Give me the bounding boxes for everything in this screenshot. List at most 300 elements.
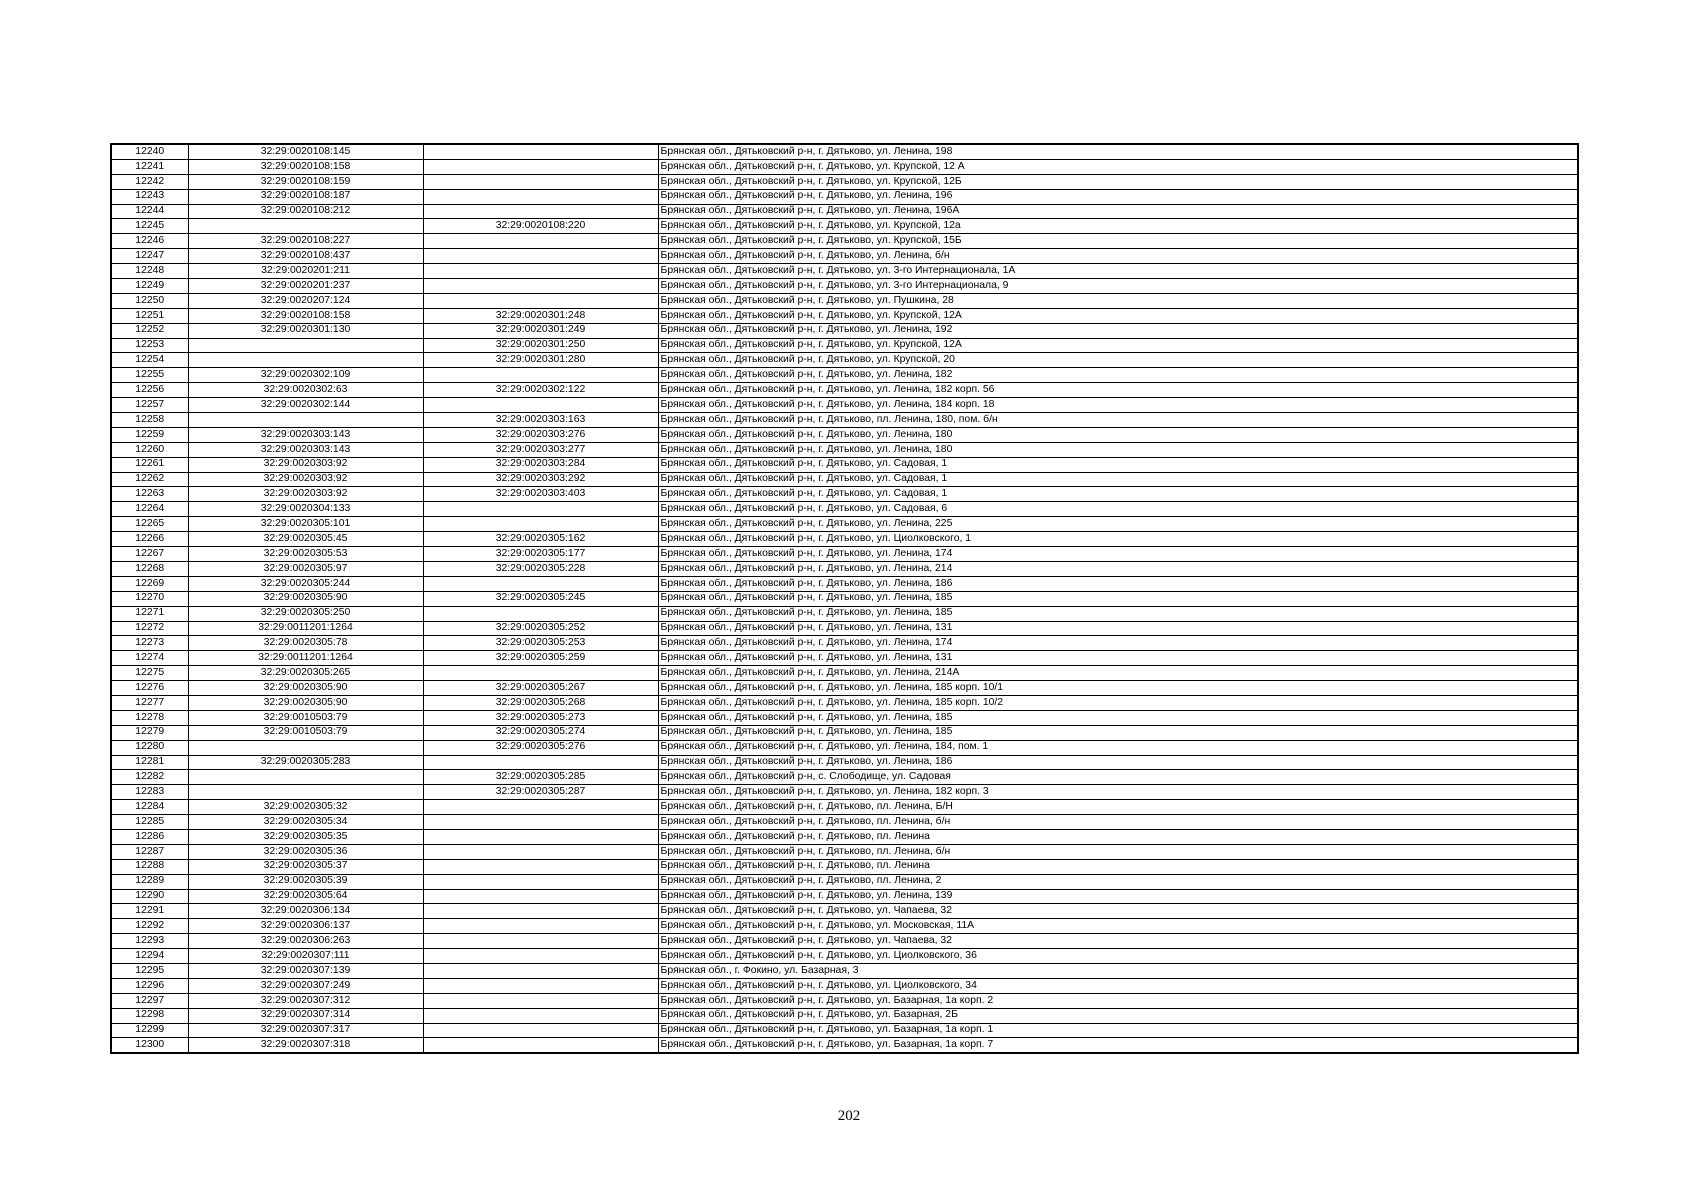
- row-number-cell: 12243: [111, 189, 188, 204]
- table-row: [111, 353, 1578, 368]
- table-row: [111, 368, 1578, 383]
- address-cell: Брянская обл., Дятьковский р-н, г. Дятьково, ул. Ленина, 185: [658, 591, 1578, 606]
- related-cadastral-number-cell: [423, 815, 658, 830]
- row-number-cell: 12265: [111, 517, 188, 532]
- related-cadastral-number-cell: 32:29:0020301:248: [423, 308, 658, 323]
- cadastral-number-cell: 32:29:0020307:314: [188, 1008, 423, 1023]
- related-cadastral-number-cell: [423, 844, 658, 859]
- table-row: [111, 725, 1578, 740]
- address-cell: Брянская обл., Дятьковский р-н, г. Дятьково, пл. Ленина, б/н: [658, 815, 1578, 830]
- cadastral-number-cell: 32:29:0020108:437: [188, 249, 423, 264]
- related-cadastral-number-cell: [423, 919, 658, 934]
- address-cell: Брянская обл., Дятьковский р-н, г. Дятьково, ул. Ленина, 185: [658, 725, 1578, 740]
- table-body: [111, 144, 1578, 1053]
- related-cadastral-number-cell: [423, 1023, 658, 1038]
- table-row: [111, 159, 1578, 174]
- cadastral-number-cell: 32:29:0020304:133: [188, 502, 423, 517]
- address-cell: Брянская обл., Дятьковский р-н, г. Дятьково, ул. Циолковского, 36: [658, 949, 1578, 964]
- table-row: [111, 695, 1578, 710]
- table-row: [111, 919, 1578, 934]
- related-cadastral-number-cell: [423, 874, 658, 889]
- table-row: [111, 427, 1578, 442]
- cadastral-number-cell: [188, 219, 423, 234]
- table-row: [111, 755, 1578, 770]
- related-cadastral-number-cell: 32:29:0020303:163: [423, 413, 658, 428]
- related-cadastral-number-cell: [423, 174, 658, 189]
- table-row: [111, 710, 1578, 725]
- address-cell: Брянская обл., Дятьковский р-н, г. Дятьково, ул. Ленина, 214: [658, 561, 1578, 576]
- cadastral-number-cell: 32:29:0020207:124: [188, 293, 423, 308]
- address-cell: Брянская обл., Дятьковский р-н, г. Дятьково, ул. Ленина, 198: [658, 144, 1578, 159]
- address-cell: Брянская обл., Дятьковский р-н, г. Дятьково, ул. Крупской, 12 А: [658, 159, 1578, 174]
- related-cadastral-number-cell: 32:29:0020305:276: [423, 740, 658, 755]
- row-number-cell: 12261: [111, 457, 188, 472]
- cadastral-number-cell: 32:29:0020305:101: [188, 517, 423, 532]
- table-row: [111, 576, 1578, 591]
- row-number-cell: 12275: [111, 666, 188, 681]
- related-cadastral-number-cell: 32:29:0020305:274: [423, 725, 658, 740]
- row-number-cell: 12277: [111, 695, 188, 710]
- address-cell: Брянская обл., Дятьковский р-н, г. Дятьково, ул. Ленина, 180: [658, 442, 1578, 457]
- row-number-cell: 12247: [111, 249, 188, 264]
- related-cadastral-number-cell: 32:29:0020305:253: [423, 636, 658, 651]
- cadastral-number-cell: 32:29:0020201:211: [188, 264, 423, 279]
- related-cadastral-number-cell: [423, 800, 658, 815]
- row-number-cell: 12272: [111, 621, 188, 636]
- row-number-cell: 12244: [111, 204, 188, 219]
- cadastral-number-cell: 32:29:0020303:92: [188, 457, 423, 472]
- cadastral-number-cell: 32:29:0020307:139: [188, 963, 423, 978]
- related-cadastral-number-cell: [423, 934, 658, 949]
- row-number-cell: 12290: [111, 889, 188, 904]
- related-cadastral-number-cell: [423, 144, 658, 159]
- cadastral-number-cell: 32:29:0020108:159: [188, 174, 423, 189]
- address-cell: Брянская обл., Дятьковский р-н, г. Дятьково, ул. Циолковского, 34: [658, 978, 1578, 993]
- cadastral-number-cell: 32:29:0020306:137: [188, 919, 423, 934]
- row-number-cell: 12295: [111, 963, 188, 978]
- address-cell: Брянская обл., Дятьковский р-н, г. Дятьково, ул. Базарная, 1а корп. 1: [658, 1023, 1578, 1038]
- row-number-cell: 12250: [111, 293, 188, 308]
- address-cell: Брянская обл., Дятьковский р-н, г. Дятьково, ул. Базарная, 1а корп. 7: [658, 1038, 1578, 1053]
- related-cadastral-number-cell: [423, 963, 658, 978]
- cadastral-number-cell: 32:29:0020301:130: [188, 323, 423, 338]
- related-cadastral-number-cell: 32:29:0020305:273: [423, 710, 658, 725]
- cadastral-table: [110, 143, 1579, 1054]
- cadastral-number-cell: 32:29:0020305:265: [188, 666, 423, 681]
- address-cell: Брянская обл., Дятьковский р-н, г. Дятьково, ул. Ленина, 131: [658, 621, 1578, 636]
- related-cadastral-number-cell: 32:29:0020305:252: [423, 621, 658, 636]
- related-cadastral-number-cell: [423, 234, 658, 249]
- related-cadastral-number-cell: [423, 249, 658, 264]
- cadastral-number-cell: 32:29:0020303:92: [188, 472, 423, 487]
- related-cadastral-number-cell: 32:29:0020303:276: [423, 427, 658, 442]
- related-cadastral-number-cell: [423, 502, 658, 517]
- address-cell: Брянская обл., Дятьковский р-н, г. Дятьково, ул. Ленина, 174: [658, 636, 1578, 651]
- row-number-cell: 12293: [111, 934, 188, 949]
- related-cadastral-number-cell: [423, 755, 658, 770]
- address-cell: Брянская обл., Дятьковский р-н, г. Дятьково, ул. Садовая, 1: [658, 457, 1578, 472]
- address-cell: Брянская обл., Дятьковский р-н, г. Дятьково, ул. Ленина, 214А: [658, 666, 1578, 681]
- address-cell: Брянская обл., Дятьковский р-н, г. Дятьково, ул. Пушкина, 28: [658, 293, 1578, 308]
- related-cadastral-number-cell: [423, 889, 658, 904]
- table-row: [111, 740, 1578, 755]
- row-number-cell: 12240: [111, 144, 188, 159]
- cadastral-number-cell: 32:29:0020108:187: [188, 189, 423, 204]
- related-cadastral-number-cell: [423, 576, 658, 591]
- address-cell: Брянская обл., Дятьковский р-н, г. Дятьково, ул. Ленина, 186: [658, 755, 1578, 770]
- address-cell: Брянская обл., Дятьковский р-н, г. Дятьково, ул. Ленина, 182: [658, 368, 1578, 383]
- related-cadastral-number-cell: 32:29:0020305:267: [423, 681, 658, 696]
- address-cell: Брянская обл., Дятьковский р-н, г. Дятьково, ул. Крупской, 12А: [658, 338, 1578, 353]
- table-row: [111, 1008, 1578, 1023]
- address-cell: Брянская обл., Дятьковский р-н, г. Дятьково, ул. Ленина, 174: [658, 547, 1578, 562]
- table-row: [111, 383, 1578, 398]
- table-row: [111, 621, 1578, 636]
- row-number-cell: 12296: [111, 978, 188, 993]
- address-cell: Брянская обл., Дятьковский р-н, г. Дятьково, ул. Ленина, 184 корп. 18: [658, 398, 1578, 413]
- cadastral-number-cell: 32:29:0020307:111: [188, 949, 423, 964]
- table-row: [111, 293, 1578, 308]
- address-cell: Брянская обл., Дятьковский р-н, г. Дятьково, ул. Ленина, 186: [658, 576, 1578, 591]
- address-cell: Брянская обл., Дятьковский р-н, г. Дятьково, пл. Ленина: [658, 829, 1578, 844]
- row-number-cell: 12253: [111, 338, 188, 353]
- row-number-cell: 12257: [111, 398, 188, 413]
- related-cadastral-number-cell: [423, 1038, 658, 1053]
- table-row: [111, 487, 1578, 502]
- related-cadastral-number-cell: 32:29:0020108:220: [423, 219, 658, 234]
- related-cadastral-number-cell: [423, 859, 658, 874]
- related-cadastral-number-cell: 32:29:0020305:268: [423, 695, 658, 710]
- table-row: [111, 264, 1578, 279]
- table-row: [111, 785, 1578, 800]
- table-row: [111, 1023, 1578, 1038]
- cadastral-number-cell: 32:29:0020303:92: [188, 487, 423, 502]
- address-cell: Брянская обл., Дятьковский р-н, г. Дятьково, ул. Московская, 11А: [658, 919, 1578, 934]
- table-row: [111, 874, 1578, 889]
- address-cell: Брянская обл., Дятьковский р-н, г. Дятьково, ул. Крупской, 12Б: [658, 174, 1578, 189]
- table-row: [111, 889, 1578, 904]
- related-cadastral-number-cell: [423, 293, 658, 308]
- row-number-cell: 12294: [111, 949, 188, 964]
- cadastral-number-cell: 32:29:0020108:158: [188, 159, 423, 174]
- row-number-cell: 12256: [111, 383, 188, 398]
- cadastral-number-cell: 32:29:0020108:227: [188, 234, 423, 249]
- related-cadastral-number-cell: [423, 666, 658, 681]
- related-cadastral-number-cell: 32:29:0020301:250: [423, 338, 658, 353]
- table-row: [111, 859, 1578, 874]
- related-cadastral-number-cell: [423, 829, 658, 844]
- cadastral-number-cell: 32:29:0020303:143: [188, 442, 423, 457]
- row-number-cell: 12242: [111, 174, 188, 189]
- row-number-cell: 12280: [111, 740, 188, 755]
- related-cadastral-number-cell: 32:29:0020303:284: [423, 457, 658, 472]
- row-number-cell: 12263: [111, 487, 188, 502]
- row-number-cell: 12258: [111, 413, 188, 428]
- address-cell: Брянская обл., Дятьковский р-н, г. Дятьково, ул. Ленина, 185 корп. 10/2: [658, 695, 1578, 710]
- cadastral-number-cell: 32:29:0020305:34: [188, 815, 423, 830]
- address-cell: Брянская обл., Дятьковский р-н, г. Дятьково, пл. Ленина, 180, пом. б/н: [658, 413, 1578, 428]
- cadastral-number-cell: 32:29:0020307:312: [188, 993, 423, 1008]
- table-row: [111, 815, 1578, 830]
- page-number: 202: [837, 1108, 861, 1124]
- row-number-cell: 12262: [111, 472, 188, 487]
- related-cadastral-number-cell: [423, 949, 658, 964]
- address-cell: Брянская обл., Дятьковский р-н, г. Дятьково, ул. Крупской, 20: [658, 353, 1578, 368]
- address-cell: Брянская обл., Дятьковский р-н, г. Дятьково, ул. Садовая, 1: [658, 472, 1578, 487]
- related-cadastral-number-cell: 32:29:0020301:280: [423, 353, 658, 368]
- row-number-cell: 12245: [111, 219, 188, 234]
- cadastral-number-cell: 32:29:0020305:90: [188, 681, 423, 696]
- table-row: [111, 398, 1578, 413]
- table-row: [111, 323, 1578, 338]
- row-number-cell: 12274: [111, 651, 188, 666]
- address-cell: Брянская обл., Дятьковский р-н, г. Дятьково, ул. Ленина, 192: [658, 323, 1578, 338]
- table-row: [111, 993, 1578, 1008]
- table-row: [111, 934, 1578, 949]
- row-number-cell: 12285: [111, 815, 188, 830]
- address-cell: Брянская обл., Дятьковский р-н, г. Дятьково, ул. Крупской, 15Б: [658, 234, 1578, 249]
- table-row: [111, 651, 1578, 666]
- cadastral-number-cell: 32:29:0020305:35: [188, 829, 423, 844]
- row-number-cell: 12267: [111, 547, 188, 562]
- row-number-cell: 12279: [111, 725, 188, 740]
- cadastral-number-cell: 32:29:0020307:317: [188, 1023, 423, 1038]
- table-row: [111, 636, 1578, 651]
- row-number-cell: 12249: [111, 279, 188, 294]
- row-number-cell: 12283: [111, 785, 188, 800]
- table-row: [111, 338, 1578, 353]
- cadastral-number-cell: 32:29:0020305:37: [188, 859, 423, 874]
- address-cell: Брянская обл., Дятьковский р-н, г. Дятьково, ул. Чапаева, 32: [658, 904, 1578, 919]
- address-cell: Брянская обл., Дятьковский р-н, г. Дятьково, ул. Чапаева, 32: [658, 934, 1578, 949]
- cadastral-number-cell: 32:29:0011201:1264: [188, 621, 423, 636]
- row-number-cell: 12300: [111, 1038, 188, 1053]
- cadastral-number-cell: 32:29:0020108:158: [188, 308, 423, 323]
- address-cell: Брянская обл., Дятьковский р-н, г. Дятьково, ул. 3-го Интернационала, 1А: [658, 264, 1578, 279]
- address-cell: Брянская обл., Дятьковский р-н, г. Дятьково, пл. Ленина, Б/Н: [658, 800, 1578, 815]
- row-number-cell: 12259: [111, 427, 188, 442]
- row-number-cell: 12282: [111, 770, 188, 785]
- row-number-cell: 12251: [111, 308, 188, 323]
- table-row: [111, 532, 1578, 547]
- row-number-cell: 12288: [111, 859, 188, 874]
- cadastral-number-cell: 32:29:0010503:79: [188, 725, 423, 740]
- table-row: [111, 204, 1578, 219]
- cadastral-number-cell: 32:29:0020302:144: [188, 398, 423, 413]
- address-cell: Брянская обл., г. Фокино, ул. Базарная, 3: [658, 963, 1578, 978]
- table-row: [111, 591, 1578, 606]
- table-row: [111, 949, 1578, 964]
- table-row: [111, 666, 1578, 681]
- table-row: [111, 978, 1578, 993]
- cadastral-number-cell: 32:29:0020305:78: [188, 636, 423, 651]
- cadastral-number-cell: 32:29:0020305:244: [188, 576, 423, 591]
- address-cell: Брянская обл., Дятьковский р-н, г. Дятьково, ул. Ленина, 185: [658, 606, 1578, 621]
- address-cell: Брянская обл., Дятьковский р-н, г. Дятьково, ул. Крупской, 12а: [658, 219, 1578, 234]
- table-row: [111, 963, 1578, 978]
- address-cell: Брянская обл., Дятьковский р-н, г. Дятьково, ул. Ленина, 131: [658, 651, 1578, 666]
- cadastral-number-cell: 32:29:0020305:250: [188, 606, 423, 621]
- related-cadastral-number-cell: 32:29:0020305:162: [423, 532, 658, 547]
- row-number-cell: 12271: [111, 606, 188, 621]
- row-number-cell: 12286: [111, 829, 188, 844]
- table-row: [111, 829, 1578, 844]
- row-number-cell: 12273: [111, 636, 188, 651]
- related-cadastral-number-cell: 32:29:0020303:403: [423, 487, 658, 502]
- row-number-cell: 12254: [111, 353, 188, 368]
- table-row: [111, 144, 1578, 159]
- table-row: [111, 189, 1578, 204]
- cadastral-number-cell: [188, 740, 423, 755]
- address-cell: Брянская обл., Дятьковский р-н, г. Дятьково, ул. 3-го Интернационала, 9: [658, 279, 1578, 294]
- table-row: [111, 413, 1578, 428]
- address-cell: Брянская обл., Дятьковский р-н, г. Дятьково, ул. Ленина, 225: [658, 517, 1578, 532]
- address-cell: Брянская обл., Дятьковский р-н, г. Дятьково, пл. Ленина, б/н: [658, 844, 1578, 859]
- address-cell: Брянская обл., Дятьковский р-н, г. Дятьково, ул. Базарная, 1а корп. 2: [658, 993, 1578, 1008]
- table-row: [111, 904, 1578, 919]
- cadastral-number-cell: 32:29:0011201:1264: [188, 651, 423, 666]
- address-cell: Брянская обл., Дятьковский р-н, г. Дятьково, ул. Садовая, 1: [658, 487, 1578, 502]
- table-row: [111, 472, 1578, 487]
- related-cadastral-number-cell: 32:29:0020305:177: [423, 547, 658, 562]
- related-cadastral-number-cell: 32:29:0020301:249: [423, 323, 658, 338]
- table-row: [111, 219, 1578, 234]
- cadastral-number-cell: 32:29:0020305:36: [188, 844, 423, 859]
- row-number-cell: 12252: [111, 323, 188, 338]
- row-number-cell: 12278: [111, 710, 188, 725]
- related-cadastral-number-cell: [423, 993, 658, 1008]
- related-cadastral-number-cell: 32:29:0020302:122: [423, 383, 658, 398]
- address-cell: Брянская обл., Дятьковский р-н, г. Дятьково, ул. Ленина, 185 корп. 10/1: [658, 681, 1578, 696]
- row-number-cell: 12270: [111, 591, 188, 606]
- row-number-cell: 12246: [111, 234, 188, 249]
- related-cadastral-number-cell: 32:29:0020303:277: [423, 442, 658, 457]
- address-cell: Брянская обл., Дятьковский р-н, г. Дятьково, ул. Ленина, 196: [658, 189, 1578, 204]
- table-row: [111, 279, 1578, 294]
- cadastral-number-cell: 32:29:0020305:45: [188, 532, 423, 547]
- address-cell: Брянская обл., Дятьковский р-н, г. Дятьково, ул. Ленина, 180: [658, 427, 1578, 442]
- cadastral-number-cell: 32:29:0020305:283: [188, 755, 423, 770]
- address-cell: Брянская обл., Дятьковский р-н, с. Слободище, ул. Садовая: [658, 770, 1578, 785]
- row-number-cell: 12266: [111, 532, 188, 547]
- address-cell: Брянская обл., Дятьковский р-н, г. Дятьково, ул. Крупской, 12А: [658, 308, 1578, 323]
- cadastral-number-cell: 32:29:0020108:212: [188, 204, 423, 219]
- related-cadastral-number-cell: [423, 398, 658, 413]
- cadastral-number-cell: 32:29:0020305:32: [188, 800, 423, 815]
- row-number-cell: 12297: [111, 993, 188, 1008]
- table-row: [111, 800, 1578, 815]
- row-number-cell: 12298: [111, 1008, 188, 1023]
- table-row: [111, 547, 1578, 562]
- related-cadastral-number-cell: [423, 204, 658, 219]
- address-cell: Брянская обл., Дятьковский р-н, г. Дятьково, ул. Ленина, 182 корп. 56: [658, 383, 1578, 398]
- table-row: [111, 442, 1578, 457]
- related-cadastral-number-cell: 32:29:0020305:285: [423, 770, 658, 785]
- related-cadastral-number-cell: 32:29:0020305:259: [423, 651, 658, 666]
- table-row: [111, 457, 1578, 472]
- cadastral-number-cell: 32:29:0020305:90: [188, 695, 423, 710]
- row-number-cell: 12281: [111, 755, 188, 770]
- related-cadastral-number-cell: [423, 978, 658, 993]
- related-cadastral-number-cell: 32:29:0020305:228: [423, 561, 658, 576]
- address-cell: Брянская обл., Дятьковский р-н, г. Дятьково, ул. Базарная, 2Б: [658, 1008, 1578, 1023]
- row-number-cell: 12248: [111, 264, 188, 279]
- table-row: [111, 606, 1578, 621]
- cadastral-number-cell: [188, 413, 423, 428]
- cadastral-number-cell: 32:29:0020305:64: [188, 889, 423, 904]
- related-cadastral-number-cell: [423, 279, 658, 294]
- cadastral-number-cell: [188, 338, 423, 353]
- row-number-cell: 12291: [111, 904, 188, 919]
- table-row: [111, 561, 1578, 576]
- related-cadastral-number-cell: [423, 904, 658, 919]
- address-cell: Брянская обл., Дятьковский р-н, г. Дятьково, ул. Ленина, 182 корп. 3: [658, 785, 1578, 800]
- row-number-cell: 12269: [111, 576, 188, 591]
- address-cell: Брянская обл., Дятьковский р-н, г. Дятьково, пл. Ленина, 2: [658, 874, 1578, 889]
- table-row: [111, 502, 1578, 517]
- address-cell: Брянская обл., Дятьковский р-н, г. Дятьково, ул. Ленина, 139: [658, 889, 1578, 904]
- table-row: [111, 249, 1578, 264]
- table-row: [111, 844, 1578, 859]
- related-cadastral-number-cell: [423, 368, 658, 383]
- address-cell: Брянская обл., Дятьковский р-н, г. Дятьково, пл. Ленина: [658, 859, 1578, 874]
- row-number-cell: 12255: [111, 368, 188, 383]
- cadastral-number-cell: 32:29:0020307:318: [188, 1038, 423, 1053]
- related-cadastral-number-cell: [423, 606, 658, 621]
- cadastral-number-cell: 32:29:0020305:53: [188, 547, 423, 562]
- cadastral-number-cell: [188, 785, 423, 800]
- related-cadastral-number-cell: 32:29:0020305:287: [423, 785, 658, 800]
- address-cell: Брянская обл., Дятьковский р-н, г. Дятьково, ул. Ленина, б/н: [658, 249, 1578, 264]
- row-number-cell: 12276: [111, 681, 188, 696]
- address-cell: Брянская обл., Дятьковский р-н, г. Дятьково, ул. Садовая, 6: [658, 502, 1578, 517]
- related-cadastral-number-cell: [423, 159, 658, 174]
- cadastral-number-cell: 32:29:0020302:109: [188, 368, 423, 383]
- table-row: [111, 1038, 1578, 1053]
- cadastral-number-cell: 32:29:0020303:143: [188, 427, 423, 442]
- cadastral-number-cell: 32:29:0020201:237: [188, 279, 423, 294]
- related-cadastral-number-cell: [423, 517, 658, 532]
- table-row: [111, 517, 1578, 532]
- cadastral-number-cell: [188, 353, 423, 368]
- related-cadastral-number-cell: [423, 1008, 658, 1023]
- cadastral-number-cell: 32:29:0020302:63: [188, 383, 423, 398]
- row-number-cell: 12241: [111, 159, 188, 174]
- cadastral-number-cell: 32:29:0020108:145: [188, 144, 423, 159]
- row-number-cell: 12289: [111, 874, 188, 889]
- row-number-cell: 12260: [111, 442, 188, 457]
- address-cell: Брянская обл., Дятьковский р-н, г. Дятьково, ул. Ленина, 184, пом. 1: [658, 740, 1578, 755]
- address-cell: Брянская обл., Дятьковский р-н, г. Дятьково, ул. Ленина, 185: [658, 710, 1578, 725]
- table-row: [111, 174, 1578, 189]
- cadastral-number-cell: 32:29:0020305:90: [188, 591, 423, 606]
- row-number-cell: 12268: [111, 561, 188, 576]
- related-cadastral-number-cell: [423, 264, 658, 279]
- row-number-cell: 12287: [111, 844, 188, 859]
- related-cadastral-number-cell: 32:29:0020305:245: [423, 591, 658, 606]
- related-cadastral-number-cell: [423, 189, 658, 204]
- row-number-cell: 12284: [111, 800, 188, 815]
- address-cell: Брянская обл., Дятьковский р-н, г. Дятьково, ул. Ленина, 196А: [658, 204, 1578, 219]
- address-cell: Брянская обл., Дятьковский р-н, г. Дятьково, ул. Циолковского, 1: [658, 532, 1578, 547]
- table-row: [111, 308, 1578, 323]
- row-number-cell: 12292: [111, 919, 188, 934]
- cadastral-number-cell: 32:29:0020305:39: [188, 874, 423, 889]
- row-number-cell: 12264: [111, 502, 188, 517]
- cadastral-number-cell: 32:29:0020306:134: [188, 904, 423, 919]
- row-number-cell: 12299: [111, 1023, 188, 1038]
- cadastral-number-cell: 32:29:0020306:263: [188, 934, 423, 949]
